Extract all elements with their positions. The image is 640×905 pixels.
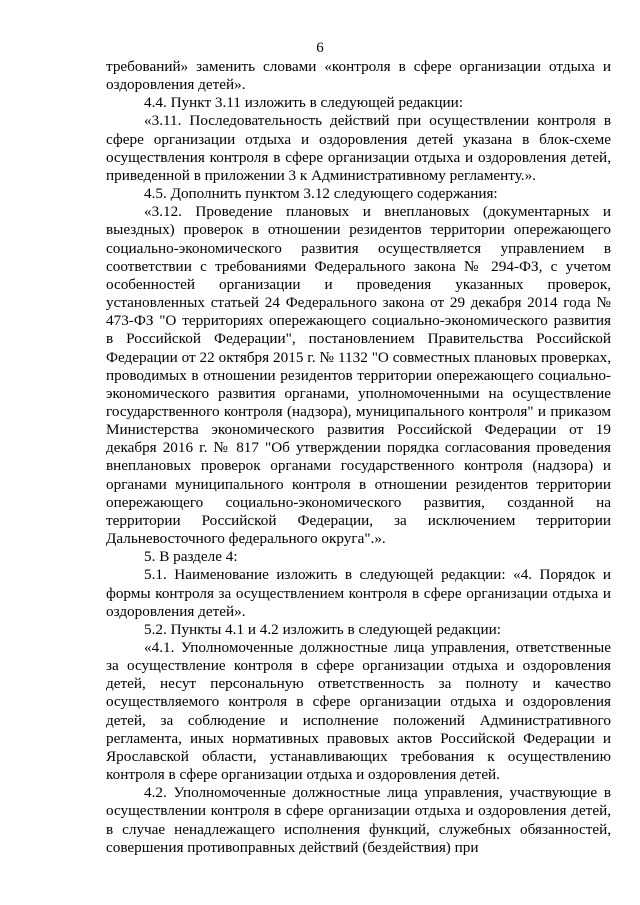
paragraph-item-4-4: 4.4. Пункт 3.11 изложить в следующей редакции:: [144, 94, 464, 112]
paragraph-item-4-5: 4.5. Дополнить пунктом 3.12 следующего содержания:: [144, 185, 498, 203]
document-body: [106, 58, 611, 857]
page-number: 6: [316, 40, 324, 56]
paragraph-item-5: 5. В разделе 4:: [144, 548, 238, 566]
paragraph-item-5-2: 5.2. Пункты 4.1 и 4.2 изложить в следующей редакции:: [144, 620, 501, 638]
paragraph-clause-4-1: «4.1. Уполномоченные должностные лица управления, ответственные за осуществление контроля в сфере организации отдыха и оздоровления детей, несут персональную ответственность за полноту и качество осуществляемого контроля в сфере организации отдыха и оздоровления детей, за соблюдение и исполнение положений Административного регламента, иных нормативных правовых актов Российской Федерации и Ярославской области, устанавливающих требования к осуществлению контроля в сфере организации отдыха и оздоровления детей.: [106, 639, 611, 784]
paragraph-item-5-1: 5.1. Наименование изложить в следующей редакции: «4. Порядок и формы контроля за осуществлением контроля в сфере организации отдыха и оздоровления детей».: [106, 566, 611, 620]
paragraph-continuation: требований» заменить словами «контроля в сфере организации отдыха и оздоровления детей».: [106, 58, 611, 94]
paragraph-clause-3-12: «3.12. Проведение плановых и внеплановых (документарных и выездных) проверок в отношении резидентов территории опережающего социально-экономического развития осуществляется управлением в соответствии с требованиями Федерального закона № 294-ФЗ, с учетом особенностей организации и проведения указанных проверок, установленных статьей 24 Федерального закона от 29 декабря 2014 года № 473-ФЗ "О территориях опережающего социально-экономического развития в Российской Федерации", постановлением Правительства Российской Федерации от 22 октября 2015 г. № 1132 "О совместных плановых проверках, проводимых в отношении резидентов территории опережающего социально-экономического развития органами, уполномоченными на осуществление государственного контроля (надзора), муниципального контроля" и приказом Министерства экономического развития Российской Федерации от 19 декабря 2016 г. № 817 "Об утверждении порядка согласования проведения внеплановых проверок органами государственного контроля (надзора) и органами муниципального контроля в отношении резидентов территории опережающего социально-экономического развития, созданной на территории Российской Федерации, за исключением территории Дальневосточного федерального округа".».: [106, 203, 611, 548]
paragraph-clause-3-11: «3.11. Последовательность действий при осуществлении контроля в сфере организации отдыха и оздоровления детей указана в блок-схеме осуществления контроля в сфере организации отдыха и оздоровления детей, приведенной в приложении 3 к Административному регламенту.».: [106, 112, 611, 184]
paragraph-clause-4-2: 4.2. Уполномоченные должностные лица управления, участвующие в осуществлении контроля в сфере организации отдыха и оздоровления детей, в случае ненадлежащего исполнения функций, служебных обязанностей, совершения противоправных действий (бездействия) при: [106, 784, 611, 856]
